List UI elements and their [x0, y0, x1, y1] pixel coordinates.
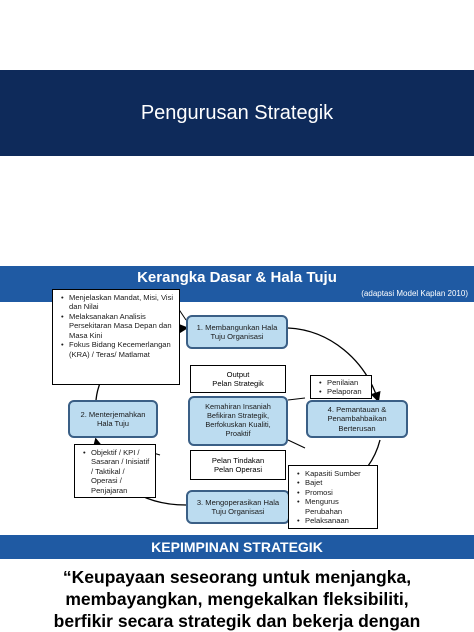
step-1-box: 1. Membangunkan Hala Tuju Organisasi: [186, 315, 288, 349]
action-plan-box: [190, 450, 286, 480]
list-item: • Pelaksanaan: [305, 516, 373, 525]
step-3-list: [288, 465, 378, 529]
strategic-plan-label: Pelan Strategik: [212, 379, 264, 388]
step-3-box: 3. Mengoperasikan Hala Tuju Organisasi: [186, 490, 290, 524]
list-item: • Objektif / KPI / Sasaran / Inisiatif / Taktikal / Operasi / Penjajaran: [91, 448, 151, 495]
list-item: • Kapasiti Sumber: [305, 469, 373, 478]
list-item: • Promosi: [305, 488, 373, 497]
list-item: • Fokus Bidang Kecemerlangan (KRA) / Teras/ Matlamat: [69, 340, 175, 359]
list-item: • Melaksanakan Analisis Persekitaran Masa Depan dan Masa Kini: [69, 312, 175, 340]
output-box: [190, 365, 286, 393]
quote-line: “Keupayaan seseorang untuk menjangka,: [62, 567, 412, 587]
quote-line: berfikir secara strategik dan bekerja dengan: [53, 611, 421, 631]
step-2-box: 2. Menterjemahkan Hala Tuju: [68, 400, 158, 438]
step-1-list: [52, 289, 180, 385]
quote-line: membayangkan, mengekalkan fleksibiliti,: [65, 589, 409, 609]
framework-subtitle: (adaptasi Model Kaplan 2010): [361, 289, 468, 298]
framework-title: Kerangka Dasar & Hala Tuju: [137, 269, 337, 286]
step-4-list: [310, 375, 372, 399]
list-item: • Pelaporan: [327, 387, 367, 396]
list-item: • Mengurus Perubahan: [305, 497, 373, 516]
output-label: Output: [226, 369, 250, 379]
action-plan-label: Pelan Tindakan: [211, 455, 265, 465]
step-2-list: [74, 444, 156, 498]
list-item: • Penilaian: [327, 378, 367, 387]
page-title: Pengurusan Strategik: [140, 101, 334, 124]
operation-plan-label: Pelan Operasi: [213, 465, 263, 474]
list-item: • Menjelaskan Mandat, Misi, Visi dan Nilai: [69, 293, 175, 312]
center-box: Kemahiran Insaniah Befikiran Strategik, Berfokuskan Kualiti, Proaktif: [188, 396, 288, 446]
step-4-box: 4. Pemantauan & Penambahbaikan Berterusan: [306, 400, 408, 438]
leadership-quote: [0, 566, 474, 632]
leadership-heading: KEPIMPINAN STRATEGIK: [151, 539, 323, 555]
leadership-header: [0, 535, 474, 559]
list-item: • Bajet: [305, 478, 373, 487]
